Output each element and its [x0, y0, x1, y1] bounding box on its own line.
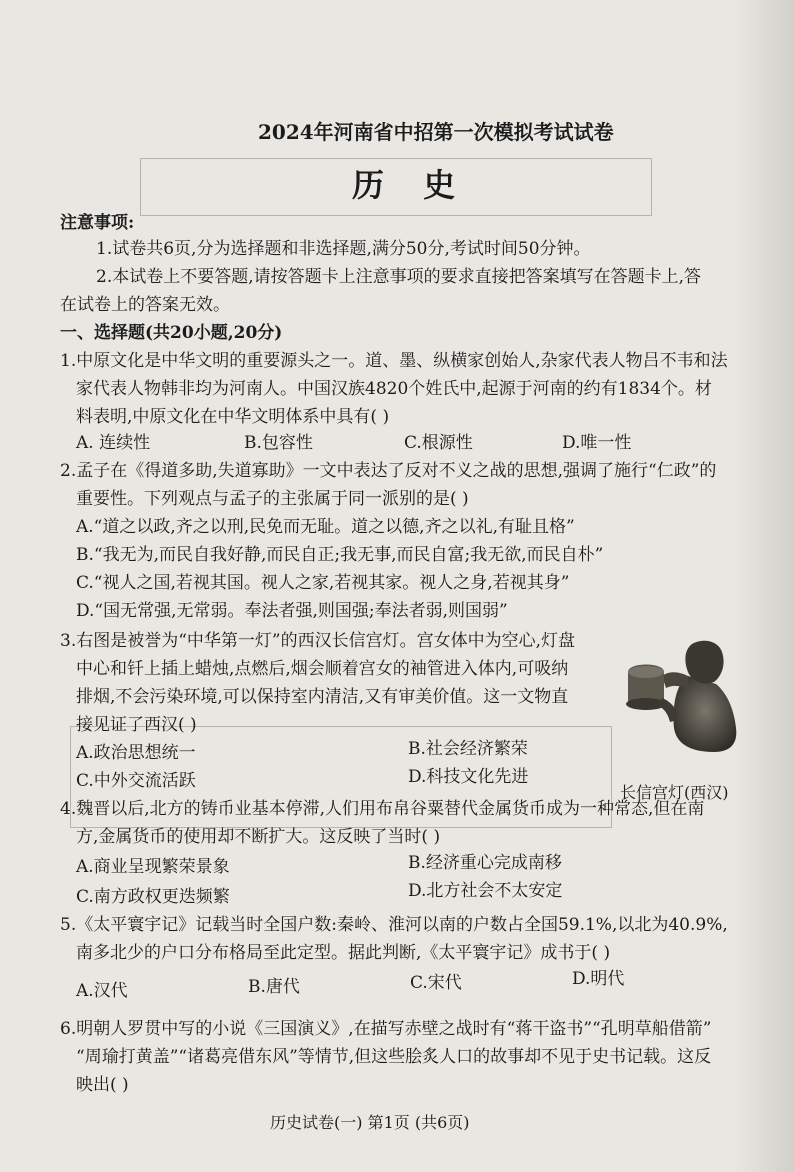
- notice-heading: 注意事项:: [60, 213, 135, 233]
- question-3-option-b: B.社会经济繁荣: [408, 739, 528, 759]
- question-3-option-d: D.科技文化先进: [408, 767, 529, 787]
- question-6-line: 映出( ): [76, 1075, 129, 1095]
- question-1-line: 1.中原文化是中华文明的重要源头之一。道、墨、纵横家创始人,杂家代表人物吕不韦和法: [60, 351, 728, 371]
- question-1-line: 家代表人物韩非均为河南人。中国汉族4820个姓氏中,起源于河南的约有1834个。材: [76, 379, 712, 399]
- question-3-option-c: C.中外交流活跃: [76, 771, 196, 791]
- changxin-palace-lamp-image: [618, 636, 744, 754]
- question-2-line: 2.孟子在《得道多助,失道寡助》一文中表达了反对不义之战的思想,强调了施行“仁政”的: [60, 461, 717, 481]
- question-5-option-b: B.唐代: [248, 977, 300, 997]
- notice-item: 在试卷上的答案无效。: [60, 295, 230, 315]
- page-edge-shadow: [734, 0, 794, 1172]
- question-1-line: 料表明,中原文化在中华文明体系中具有( ): [76, 407, 390, 427]
- question-6-line: “周瑜打黄盖”“诸葛亮借东风”等情节,但这些脍炙人口的故事却不见于史书记载。这反: [76, 1047, 712, 1067]
- question-4-line: 4.魏晋以后,北方的铸币业基本停滞,人们用布帛谷粟替代金属货币成为一种常态,但在南: [60, 799, 705, 819]
- image-caption: 长信宫灯(西汉): [620, 783, 729, 802]
- page-footer: 历史试卷(一) 第1页 (共6页): [270, 1113, 470, 1132]
- question-1-option-a: A. 连续性: [76, 433, 151, 453]
- question-2-option-a: A.“道之以政,齐之以刑,民免而无耻。道之以德,齐之以礼,有耻且格”: [76, 517, 575, 537]
- question-1-option-d: D.唯一性: [562, 433, 632, 453]
- question-5-line: 南多北少的户口分布格局至此定型。据此判断,《太平寰宇记》成书于( ): [76, 943, 611, 963]
- question-2-line: 重要性。下列观点与孟子的主张属于同一派别的是( ): [76, 489, 469, 509]
- question-4-option-d: D.北方社会不太安定: [408, 881, 563, 901]
- question-3-line: 中心和钎上插上蜡烛,点燃后,烟会顺着宫女的袖管进入体内,可吸纳: [76, 659, 569, 679]
- question-2-option-d: D.“国无常强,无常弱。奉法者强,则国强;奉法者弱,则国弱”: [76, 601, 508, 621]
- question-4-option-c: C.南方政权更迭频繁: [76, 887, 230, 907]
- question-3-option-a: A.政治思想统一: [76, 743, 196, 763]
- question-3-line: 排烟,不会污染环境,可以保持室内清洁,又有审美价值。这一文物直: [76, 687, 569, 707]
- question-3-line: 接见证了西汉( ): [76, 715, 197, 735]
- question-4-line: 方,金属货币的使用却不断扩大。这反映了当时( ): [76, 827, 441, 847]
- question-1-option-c: C.根源性: [404, 433, 473, 453]
- question-2-option-c: C.“视人之国,若视其国。视人之家,若视其家。视人之身,若视其身”: [76, 573, 570, 593]
- question-3-line: 3.右图是被誉为“中华第一灯”的西汉长信宫灯。宫女体中为空心,灯盘: [60, 631, 576, 651]
- question-6-line: 6.明朝人罗贯中写的小说《三国演义》,在描写赤壁之战时有“蒋干盗书”“孔明草船借箭”: [60, 1019, 712, 1039]
- question-2-option-b: B.“我无为,而民自我好静,而民自正;我无事,而民自富;我无欲,而民自朴”: [76, 545, 604, 565]
- question-5-option-a: A.汉代: [76, 981, 128, 1001]
- notice-item: 2.本试卷上不要答题,请按答题卡上注意事项的要求直接把答案填写在答题卡上,答: [96, 267, 702, 287]
- question-4-option-b: B.经济重心完成南移: [408, 853, 562, 873]
- question-1-option-b: B.包容性: [244, 433, 313, 453]
- exam-title: 2024年河南省中招第一次模拟考试试卷: [258, 120, 614, 144]
- section-heading: 一、选择题(共20小题,20分): [60, 323, 283, 343]
- subject-title: 历 史: [352, 166, 470, 204]
- notice-item: 1.试卷共6页,分为选择题和非选择题,满分50分,考试时间50分钟。: [96, 239, 591, 259]
- question-5-line: 5.《太平寰宇记》记载当时全国户数:秦岭、淮河以南的户数占全国59.1%,以北为40.9%,: [60, 915, 728, 935]
- question-5-option-d: D.明代: [572, 969, 625, 989]
- question-4-option-a: A.商业呈现繁荣景象: [76, 857, 230, 877]
- question-5-option-c: C.宋代: [410, 973, 462, 993]
